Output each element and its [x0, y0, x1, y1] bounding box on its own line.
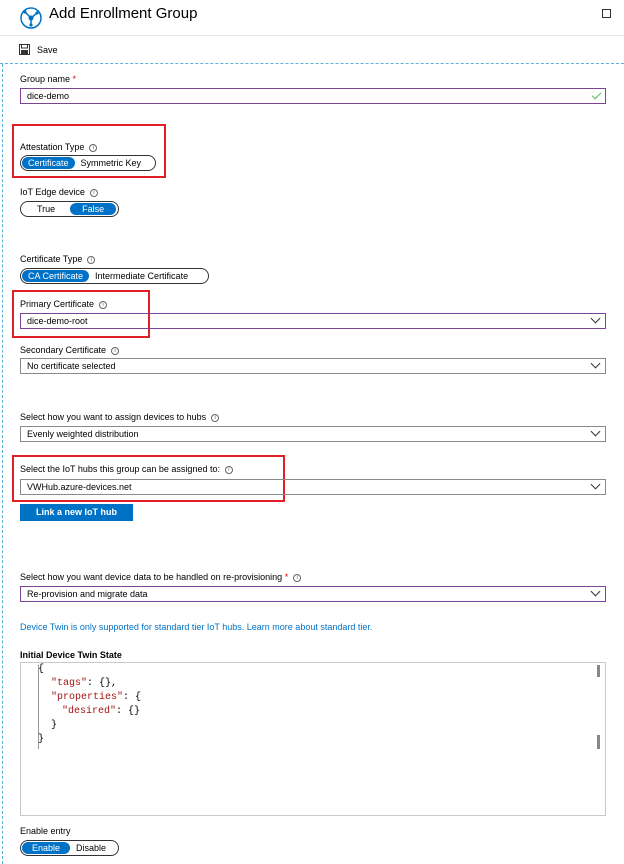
code-line: "properties": { [51, 692, 142, 703]
option-enable[interactable]: Enable [22, 842, 70, 854]
iot-edge-toggle[interactable] [20, 201, 119, 217]
info-icon[interactable]: i [293, 574, 301, 582]
chevron-down-icon [591, 427, 601, 437]
twin-state-title: Initial Device Twin State [20, 650, 122, 660]
primary-certificate-label: Primary Certificate i [20, 299, 107, 309]
enable-entry-label: Enable entry [20, 826, 71, 836]
device-twin-note[interactable]: Device Twin is only supported for standard tier IoT hubs. Learn more about standard tier. [20, 622, 373, 632]
info-icon[interactable]: i [225, 466, 233, 474]
chevron-down-icon [591, 359, 601, 369]
info-icon[interactable]: i [90, 189, 98, 197]
chevron-down-icon [591, 314, 601, 324]
chevron-down-icon [591, 587, 601, 597]
page-title: Add Enrollment Group [49, 5, 198, 22]
option-intermediate-certificate[interactable]: Intermediate Certificate [95, 271, 189, 281]
reprovision-select[interactable]: Re-provision and migrate data [20, 586, 606, 602]
assign-policy-label: Select how you want to assign devices to hubs i [20, 412, 219, 422]
save-button[interactable]: Save [37, 45, 58, 55]
command-bar [0, 37, 624, 64]
option-false[interactable]: False [70, 203, 116, 215]
primary-certificate-select[interactable]: dice-demo-root [20, 313, 606, 329]
certificate-type-label: Certificate Type i [20, 254, 95, 264]
dps-icon [20, 7, 42, 29]
secondary-certificate-label: Secondary Certificate i [20, 345, 119, 355]
attestation-type-toggle[interactable] [20, 155, 156, 171]
info-icon[interactable]: i [87, 256, 95, 264]
option-ca-certificate[interactable]: CA Certificate [22, 270, 89, 282]
code-line: } [51, 720, 58, 731]
option-certificate[interactable]: Certificate [22, 157, 75, 169]
certificate-type-toggle[interactable] [20, 268, 209, 284]
attestation-type-label: Attestation Type i [20, 142, 97, 152]
info-icon[interactable]: i [89, 144, 97, 152]
save-icon[interactable] [19, 44, 30, 55]
group-name-label: Group name * [20, 74, 77, 84]
iot-hubs-label: Select the IoT hubs this group can be assigned to: i [20, 464, 233, 474]
option-true[interactable]: True [37, 204, 56, 214]
secondary-certificate-select[interactable]: No certificate selected [20, 358, 606, 374]
reprovision-label: Select how you want device data to be handled on re-provisioning * i [20, 572, 301, 582]
valid-check-icon [592, 90, 602, 100]
maximize-icon[interactable] [602, 9, 611, 18]
code-line: } [38, 734, 45, 745]
info-icon[interactable]: i [211, 414, 219, 422]
option-disable[interactable]: Disable [76, 843, 107, 853]
option-symmetric-key[interactable]: Symmetric Key [80, 158, 142, 168]
iot-edge-label: IoT Edge device i [20, 187, 98, 197]
iot-hubs-select[interactable]: VWHub.azure-devices.net [20, 479, 606, 495]
code-line: "desired": {} [62, 706, 141, 717]
group-name-input[interactable]: dice-demo [20, 88, 606, 104]
link-iot-hub-button[interactable]: Link a new IoT hub [20, 504, 133, 521]
enable-entry-toggle[interactable] [20, 840, 119, 856]
info-icon[interactable]: i [99, 301, 107, 309]
info-icon[interactable]: i [111, 347, 119, 355]
code-line: { [38, 664, 45, 675]
blade-border [2, 64, 3, 864]
assign-policy-select[interactable]: Evenly weighted distribution [20, 426, 606, 442]
code-line: "tags": {}, [51, 678, 118, 689]
editor-scrollbar[interactable] [594, 663, 604, 815]
chevron-down-icon [591, 480, 601, 490]
